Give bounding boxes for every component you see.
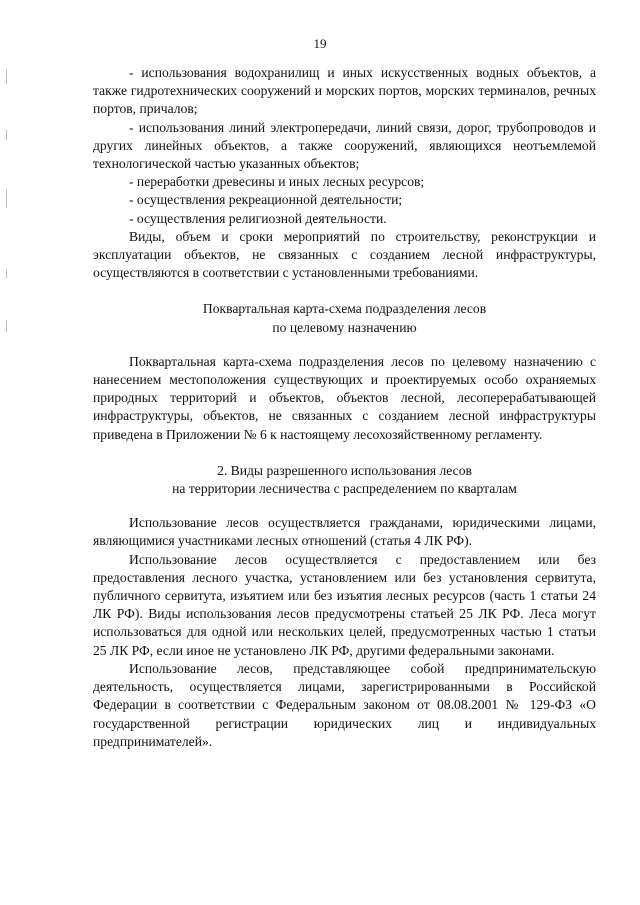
page-number: 19 [313,36,327,51]
paragraph-construction: Виды, объем и сроки мероприятий по строительству, реконструкции и эксплуатации объектов, не связанных с созданием лесной инфраструктуры, осуществляются в соответствии с установленными требованиями. [93,228,596,281]
section-map-body: Поквартальная карта-схема подразделения лесов по целевому назначению с нанесением местоположения существующих и проектируемых особо охраняемых природных территорий и объектов, объектов лесной, лесоперерабатывающей инфраструктуры, объектов, не связанных с созданием лесной инфраструктуры приведена в Приложении № 6 к настоящему лесохозяйственному регламенту. [93,353,596,442]
section-map-title-line2: по целевому назначению [272,319,417,335]
scan-margin-marks [6,70,9,350]
section-2-title-line1: 2. Виды разрешенного использования лесов [217,462,472,478]
section-2-title-line2: на территории лесничества с распределением по кварталам [172,481,517,497]
section-map-title-line1: Поквартальная карта-схема подразделения лесов [202,301,487,317]
document-body [93,64,596,751]
section-2-paragraph: Использование лесов осуществляется с предоставлением или без предоставления лесного участка, установлением или без установления сервитута, публичного сервитута, изъятием или без изъятия лесных ресурсов (часть 1 статьи 24 ЛК РФ). Виды использования лесов предусмотрены статьей 25 ЛК РФ. Леса могут использоваться для одной или нескольких целей, предусмотренных частью 1 статьи 25 ЛК РФ, если иное не установлено ЛК РФ, другими федеральными законами. [93,551,596,658]
list-item: - осуществления рекреационной деятельности; [129,192,403,208]
list-item: - переработки древесины и иных лесных ресурсов; [129,174,425,190]
list-item: - использования линий электропередачи, линий связи, дорог, трубопроводов и других линейных объектов, а также сооружений, являющихся неотъемлемой технологической частью указанных объектов; [93,119,596,172]
section-2-paragraph: Использование лесов осуществляется гражданами, юридическими лицами, являющимися участниками лесных отношений (статья 4 ЛК РФ). [93,515,596,549]
section-2-paragraph: Использование лесов, представляющее собой предпринимательскую деятельность, осуществляется лицами, зарегистрированными в Российской Федерации в соответствии с Федеральным законом от 08.08.2001 № 129-ФЗ «О государственной регистрации юридических лиц и индивидуальных предпринимателей». [93,660,596,749]
section-map-heading [93,300,596,336]
list-item: - осуществления религиозной деятельности. [129,210,387,226]
list-item: - использования водохранилищ и иных искусственных водных объектов, а также гидротехнических сооружений и морских портов, морских терминалов, речных портов, причалов; [93,65,596,117]
section-2-heading [93,462,596,498]
